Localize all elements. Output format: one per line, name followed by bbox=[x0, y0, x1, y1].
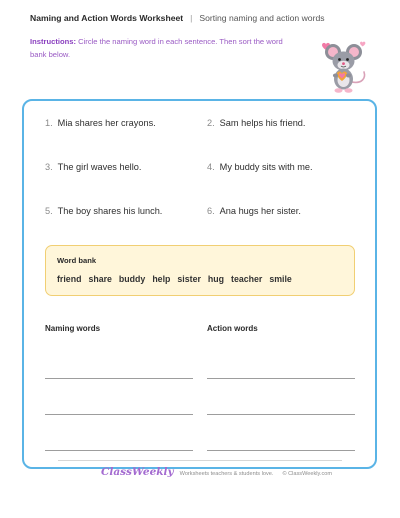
naming-answer-line[interactable] bbox=[45, 414, 193, 415]
sentence-6 bbox=[207, 206, 301, 216]
word-bank-word: sister bbox=[177, 274, 201, 284]
instructions-text: Circle the naming word in each sentence. Then sort the word bank below. bbox=[30, 37, 283, 59]
sentence-text: My buddy sits with me. bbox=[219, 162, 313, 172]
naming-answer-line[interactable] bbox=[45, 378, 193, 379]
sentence-text: The girl waves hello. bbox=[57, 162, 142, 172]
word-bank-word: help bbox=[152, 274, 171, 284]
footer bbox=[101, 466, 332, 478]
sentence-number: 1. bbox=[45, 118, 53, 128]
action-words-heading: Action words bbox=[207, 324, 258, 333]
action-answer-line[interactable] bbox=[207, 414, 355, 415]
footer-divider bbox=[58, 460, 342, 461]
instructions bbox=[30, 36, 300, 61]
word-bank-word: buddy bbox=[118, 274, 146, 284]
sentence-3 bbox=[45, 162, 141, 172]
instructions-label: Instructions: bbox=[30, 37, 76, 46]
sentence-text: The boy shares his lunch. bbox=[57, 206, 163, 216]
sentence-number: 3. bbox=[45, 162, 53, 172]
word-bank-word: teacher bbox=[231, 274, 263, 284]
worksheet-header bbox=[30, 13, 325, 23]
sentence-text: Ana hugs her sister. bbox=[219, 206, 301, 216]
footer-copyright: © ClassWeekly.com bbox=[282, 471, 333, 477]
sentence-number: 2. bbox=[207, 118, 215, 128]
naming-answer-line[interactable] bbox=[45, 450, 193, 451]
sentence-4 bbox=[207, 162, 313, 172]
sentence-text: Mia shares her crayons. bbox=[57, 118, 156, 128]
action-answer-line[interactable] bbox=[207, 450, 355, 451]
footer-tagline: Worksheets teachers & students love. bbox=[179, 471, 274, 477]
sentence-number: 6. bbox=[207, 206, 215, 216]
word-bank-words bbox=[57, 274, 292, 284]
word-bank-word: share bbox=[88, 274, 112, 284]
sentence-1 bbox=[45, 118, 156, 128]
action-answer-line[interactable] bbox=[207, 378, 355, 379]
word-bank-word: smile bbox=[269, 274, 292, 284]
header-separator: | bbox=[190, 13, 193, 23]
sentence-5 bbox=[45, 206, 162, 216]
sentence-number: 5. bbox=[45, 206, 53, 216]
worksheet-subtitle: Sorting naming and action words bbox=[199, 13, 325, 23]
word-bank-title: Word bank bbox=[57, 256, 97, 265]
sentence-text: Sam helps his friend. bbox=[219, 118, 306, 128]
sentence-number: 4. bbox=[207, 162, 215, 172]
mouse-holding-heart-icon bbox=[316, 36, 372, 98]
sentence-2 bbox=[207, 118, 305, 128]
word-bank-word: friend bbox=[57, 274, 82, 284]
naming-words-heading: Naming words bbox=[45, 324, 101, 333]
word-bank-word: hug bbox=[207, 274, 225, 284]
classweekly-logo: ClassWeekly bbox=[101, 466, 174, 478]
word-bank bbox=[45, 245, 355, 296]
worksheet-title: Naming and Action Words Worksheet bbox=[30, 13, 184, 23]
